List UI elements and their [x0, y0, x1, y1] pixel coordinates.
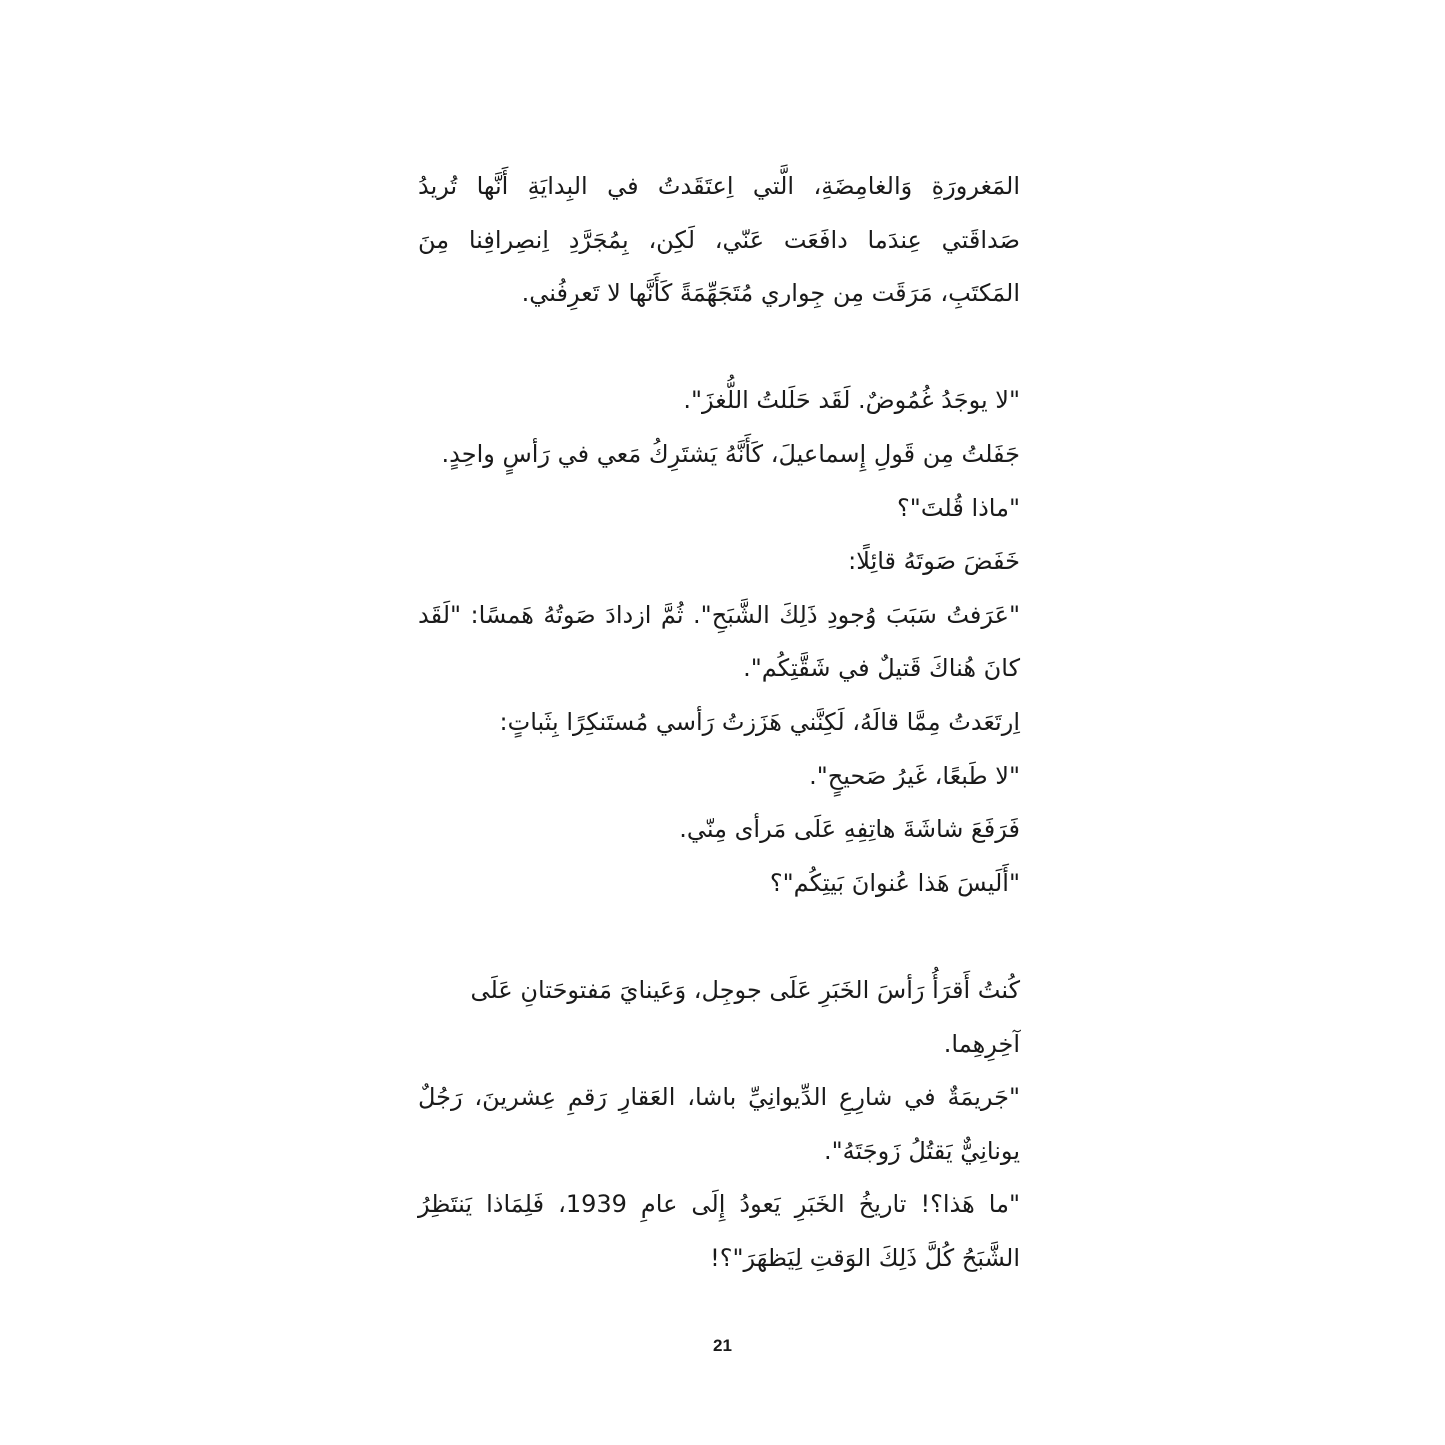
paragraph-spacer [418, 321, 1020, 375]
paragraph-2: "لا يوجَدُ غُمُوضٌ. لَقَد حَلَلتُ اللُّغزَ". [683, 386, 1020, 415]
paragraph-13: "ما هَذا؟! تاريخُ الخَبَرِ يَعودُ إِلَى عامِ 1939، فَلِمَاذا يَنتَظِرُ الشَّبَحُ كُلَّ ذَلِكَ الوَقتِ لِيَظهَرَ"؟! [418, 1190, 1021, 1272]
paragraph-7: اِرتَعَدتُ مِمَّا قالَهُ، لَكِنَّني هَزَزتُ رَأسي مُستَنكِرًا بِثَباتٍ: [499, 707, 1020, 736]
paragraph-9: فَرَفَعَ شاشَةَ هاتِفِهِ عَلَى مَرأى مِنّي. [679, 815, 1020, 844]
paragraph-4: "ماذا قُلتَ"؟ [897, 493, 1020, 522]
paragraph-8: "لا طَبعًا، غَيرُ صَحيحٍ". [809, 761, 1020, 790]
paragraph-12: "جَريمَةٌ في شارِعِ الدِّيوانِيِّ باشا، العَقارِ رَقمِ عِشرينَ، رَجُلٌ يونانِيٌّ يَقتُلُ زَوجَتَهُ". [418, 1083, 1020, 1165]
page-number: 21 [713, 1336, 732, 1355]
paragraph-spacer [418, 910, 1020, 964]
paragraph-6: "عَرَفتُ سَبَبَ وُجودِ ذَلِكَ الشَّبَحِ". ثُمَّ ازدادَ صَوتُهُ هَمسًا: "لَقَد كانَ هُناكَ قَتيلٌ في شَقَّتِكُم". [418, 600, 1020, 683]
body-text [418, 160, 1020, 1285]
paragraph-1: المَغرورَةِ وَالغامِضَةِ، الَّتي اِعتَقَدتُ في البِدايَةِ أَنَّها تُريدُ صَداقَتي عِندَما دافَعَت عَنّي، لَكِن، بِمُجَرَّدِ اِنصِرافِنا مِنَ المَكتَبِ، مَرَقَت مِن جِواري مُتَجَهِّمَةً كَأَنَّها لا تَعرِفُني. [418, 172, 1020, 308]
paragraph-11: كُنتُ أَقرَأُ رَأسَ الخَبَرِ عَلَى جوجِل، وَعَينايَ مَفتوحَتانِ عَلَى آخِرِهِما. [470, 975, 1020, 1058]
paragraph-5: خَفَضَ صَوتَهُ قائِلًا: [848, 547, 1020, 576]
paragraph-10: "أَلَيسَ هَذا عُنوانَ بَيتِكُم"؟ [769, 868, 1020, 897]
paragraph-3: جَفَلتُ مِن قَولِ إِسماعيلَ، كَأَنَّهُ يَشتَرِكُ مَعي في رَأسٍ واحِدٍ. [441, 439, 1020, 468]
